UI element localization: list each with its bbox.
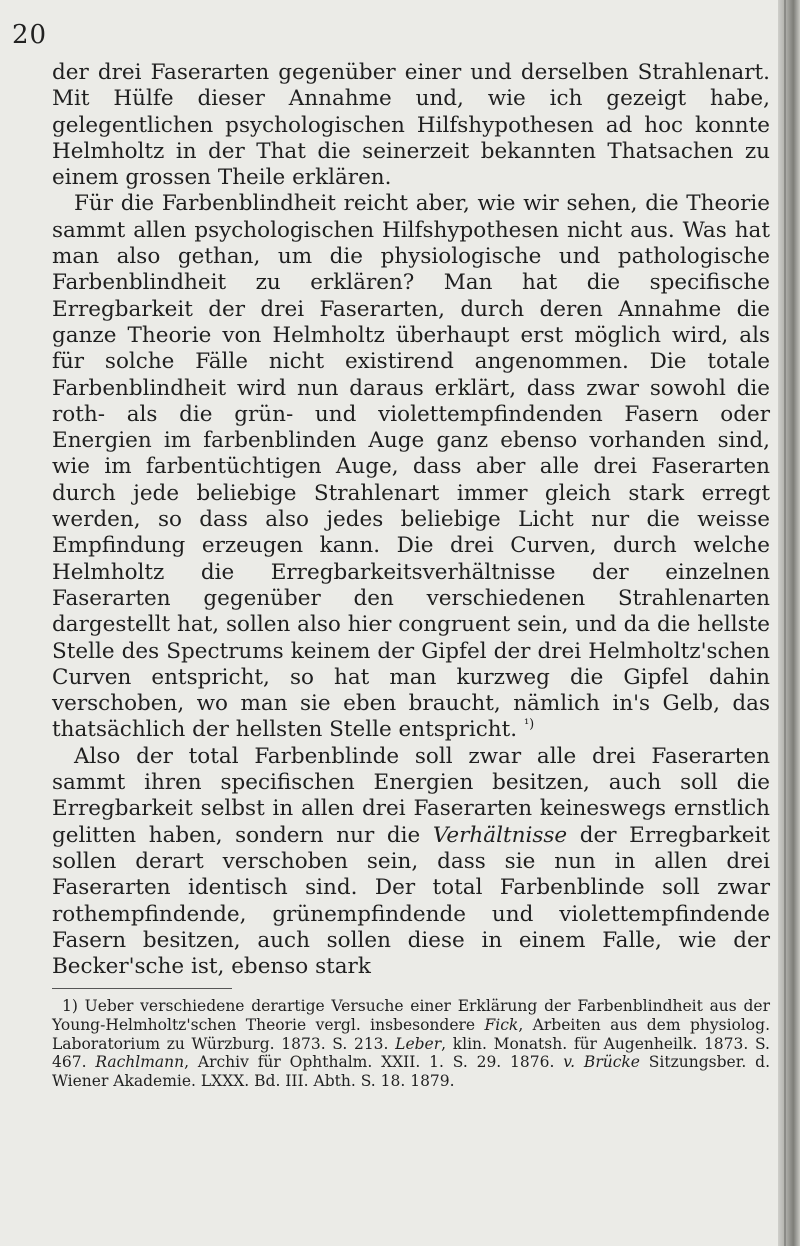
paragraph-2-text: Für die Farbenblindheit reicht aber, wie wir sehen, die Theorie sammt allen psychologischen Hilfshypothesen nicht aus. Was hat man also gethan, um die physiologische und pathologische Farbenblindheit zu erklären? Man hat die specifische Erregbarkeit der drei Faserarten, durch deren Annahme die ganze Theorie von Helmholtz überhaupt erst möglich wird, als für solche Fälle nicht existirend angenommen. Die totale Farbenblindheit wird nun daraus erklärt, dass zwar sowohl die roth- als die grün- und violettempfindenden Fasern oder Energien im farbenblinden Auge ganz ebenso vorhanden sind, wie im farbentüchtigen Auge, dass aber alle drei Faserarten durch jede beliebige Strahlenart immer gleich stark erregt werden, so dass also jedes beliebige Licht nur die weisse Empfindung erzeugen kann. Die drei Curven, durch welche Helmholtz die Erregbarkeitsverhältnisse der einzelnen Faserarten gegenüber den verschiedenen Strahlenarten dargestellt hat, sollen also hier congruent sein, und da die hellste Stelle des Spectrums keinem der Gipfel der drei Helmholtz'schen Curven entspricht, so hat man kurzweg die Gipfel dahin verschoben, wo man sie eben braucht, nämlich in's Gelb, das thatsächlich der hellsten Stelle entspricht. (52, 191, 770, 743)
paragraph-3 (52, 744, 770, 981)
footnote-divider (52, 988, 232, 989)
paragraph-3-part-b: der Erregbarkeit sollen derart verschoben sein, dass sie nun in allen drei Faserarten identisch sind. Der total Farbenblinde soll zwar rothempfindende, grünempfindende und violettempfindende Fasern besitzen, auch sollen diese in einem Falle, wie der Becker'sche ist, ebenso stark (52, 822, 770, 980)
body-text (52, 60, 770, 1090)
footnote-text-4: , Archiv für Ophthalm. XXII. 1. S. 29. 1876. (184, 1053, 564, 1072)
paragraph-3-part-a: Also der total Farbenblinde soll zwar alle drei Faserarten sammt ihren specifischen Energien besitzen, auch soll die Erregbarkeit selbst in allen drei Faserarten keineswegs ernstlich gelitten haben, sondern nur die (52, 743, 770, 848)
footnote-author-rachlmann: Rachlmann (95, 1053, 185, 1072)
paragraph-2 (52, 191, 770, 743)
footnote (52, 997, 770, 1090)
footnote-text-2: , Arbeiten aus dem physiolog. Laboratorium zu Würzburg. 1873. S. 213. (52, 1015, 770, 1053)
page-number: 20 (12, 20, 48, 50)
footnote-author-leber: Leber (395, 1034, 442, 1053)
footnote-author-fick: Fick (484, 1015, 519, 1034)
paragraph-1: der drei Faserarten gegenüber einer und derselben Strahlenart. Mit Hülfe dieser Annahme und, wie ich gezeigt habe, gelegentlichen psychologischen Hilfshypothesen ad hoc konnte Helmholtz in der That die seinerzeit bekannten Thatsachen zu einem grossen Theile erklären. (52, 60, 770, 191)
paragraph-3-emphasis: Verhältnisse (432, 822, 568, 848)
footnote-text-5: Sitzungsber. d. Wiener Akademie. LXXX. Bd. III. Abth. S. 18. 1879. (52, 1053, 770, 1090)
footnote-author-bruecke: v. Brücke (563, 1053, 640, 1072)
footnote-text-3: , klin. Monatsh. für Augenheilk. 1873. S. 467. (52, 1034, 770, 1072)
book-binding-edge (778, 0, 800, 1246)
footnote-marker: 1) (62, 997, 78, 1016)
footnote-reference: ¹) (523, 717, 535, 733)
binding-shadow-line (784, 0, 786, 1246)
footnote-text-1: Ueber verschiedene derartige Versuche einer Erklärung der Farbenblindheit aus der Young-Helmholtz'schen Theorie vergl. insbesondere (52, 997, 770, 1034)
